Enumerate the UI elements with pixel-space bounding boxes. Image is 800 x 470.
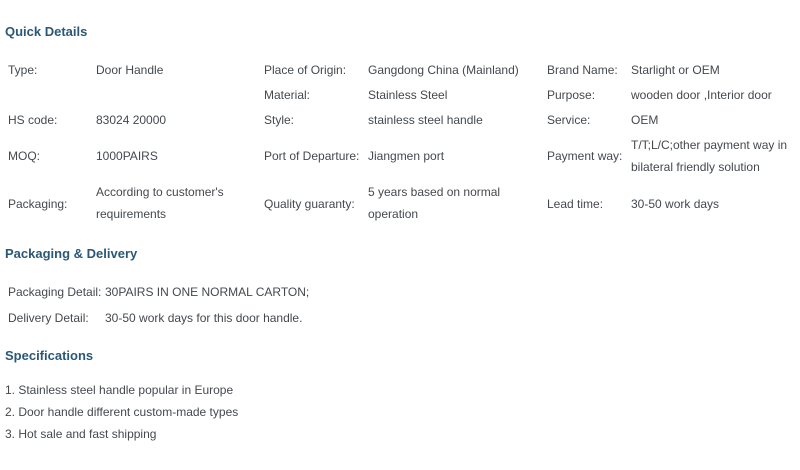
type-label: Type:	[8, 63, 38, 77]
brand-value: Starlight or OEM	[631, 63, 720, 77]
list-item: 3. Hot sale and fast shipping	[5, 427, 157, 441]
moq-value: 1000PAIRS	[96, 149, 158, 163]
material-label: Material:	[264, 88, 311, 102]
payment-value: T/T;L/C;other payment way in bilateral friendly solution	[631, 138, 788, 174]
payment-label: Payment way:	[547, 149, 623, 163]
purpose-label: Purpose:	[547, 88, 596, 102]
specifications-heading: Specifications	[5, 348, 94, 363]
packaging-detail-label: Packaging Detail:	[8, 285, 102, 299]
moq-label: MOQ:	[8, 149, 40, 163]
port-value: Jiangmen port	[368, 149, 445, 163]
type-value: Door Handle	[96, 63, 164, 77]
packaging-detail-value: 30PAIRS IN ONE NORMAL CARTON;	[105, 285, 310, 299]
purpose-value: wooden door ,Interior door	[631, 88, 772, 102]
hs-code-label: HS code:	[8, 113, 58, 127]
packaging-label: Packaging:	[8, 197, 68, 211]
origin-label: Place of Origin:	[264, 63, 347, 77]
packaging-value: According to customer's requirements	[96, 185, 224, 221]
quality-label: Quality guaranty:	[264, 197, 355, 211]
lead-time-label: Lead time:	[547, 197, 604, 211]
packaging-delivery-heading: Packaging & Delivery	[5, 246, 138, 261]
brand-label: Brand Name:	[547, 63, 618, 77]
specifications-list	[5, 379, 238, 445]
lead-time-value: 30-50 work days	[631, 197, 720, 211]
port-label: Port of Departure:	[264, 149, 360, 163]
service-value: OEM	[631, 113, 659, 127]
style-value: stainless steel handle	[368, 113, 483, 127]
quality-value: 5 years based on normal operation	[368, 185, 501, 221]
origin-value: Gangdong China (Mainland)	[368, 63, 519, 77]
service-label: Service:	[547, 113, 591, 127]
hs-code-value: 83024 20000	[96, 113, 167, 127]
list-item: 2. Door handle different custom-made types	[5, 405, 239, 419]
style-label: Style:	[264, 113, 295, 127]
delivery-detail-label: Delivery Detail:	[8, 311, 89, 325]
quick-details-heading: Quick Details	[5, 24, 88, 39]
material-value: Stainless Steel	[368, 88, 448, 102]
list-item: 1. Stainless steel handle popular in Europe	[5, 383, 234, 397]
delivery-detail-value: 30-50 work days for this door handle.	[105, 311, 303, 325]
